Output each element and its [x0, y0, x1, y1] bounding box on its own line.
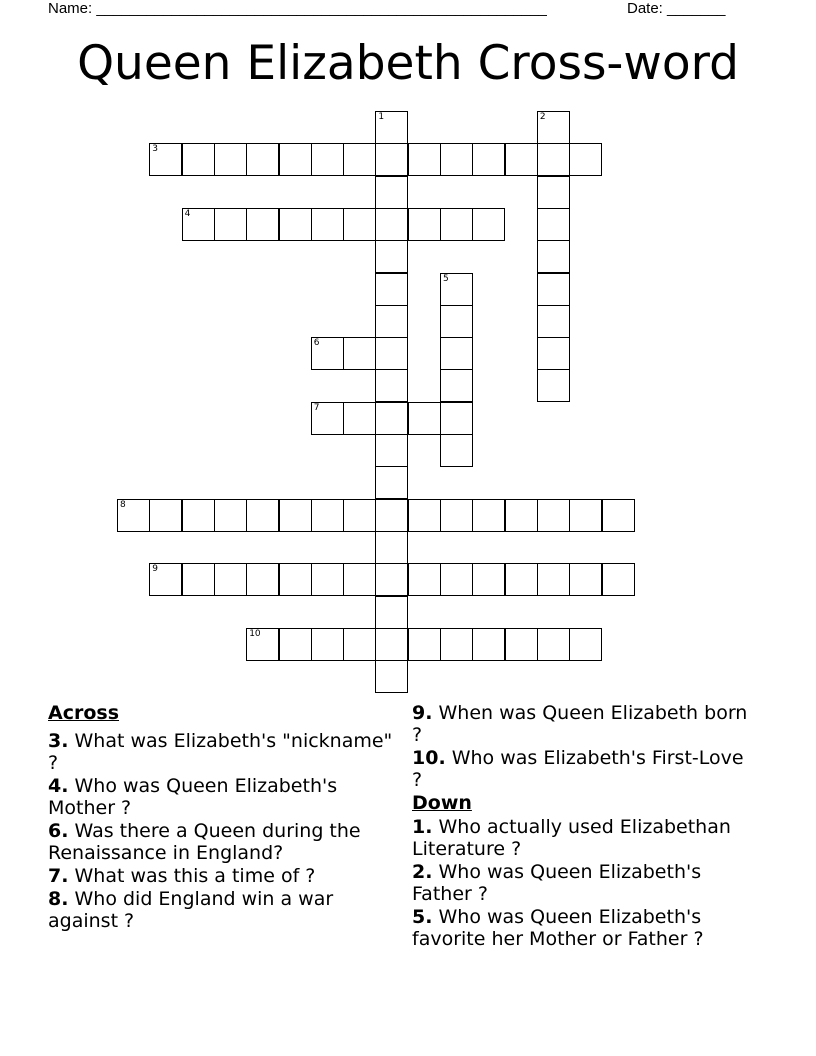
clue-number: 3. [48, 730, 69, 752]
crossword-cell[interactable] [343, 208, 376, 241]
crossword-cell[interactable] [375, 628, 408, 661]
clue-number-label: 5 [443, 273, 449, 284]
crossword-cell[interactable] [214, 563, 247, 596]
crossword-cell[interactable] [214, 208, 247, 241]
crossword-cell[interactable] [440, 563, 473, 596]
crossword-cell[interactable] [182, 563, 215, 596]
crossword-cell[interactable] [505, 499, 538, 532]
clues-left-column [48, 702, 393, 933]
crossword-cell[interactable] [149, 563, 182, 596]
clue-text: What was this a time of ? [74, 865, 316, 887]
crossword-cell[interactable] [311, 208, 344, 241]
crossword-cell[interactable] [537, 240, 570, 273]
clue-across-7 [48, 865, 393, 887]
crossword-cell[interactable] [537, 628, 570, 661]
crossword-cell[interactable] [375, 660, 408, 693]
crossword-cell[interactable] [569, 563, 602, 596]
crossword-cell[interactable] [440, 208, 473, 241]
crossword-cell[interactable] [408, 208, 441, 241]
clue-across-3 [48, 730, 393, 774]
clue-number: 8. [48, 888, 69, 910]
clue-across-4 [48, 775, 393, 819]
clue-number-label: 7 [313, 402, 320, 413]
crossword-cell[interactable] [311, 402, 344, 435]
crossword-cell[interactable] [343, 628, 376, 661]
across-heading: Across [48, 702, 120, 724]
crossword-cell[interactable] [375, 402, 408, 435]
clue-number: 9. [412, 702, 433, 724]
clue-text: Who actually used Elizabethan Literature ? [412, 816, 731, 860]
clue-text: Who was Queen Elizabeth's favorite her Mother or Father ? [412, 906, 704, 950]
crossword-cell[interactable] [279, 499, 312, 532]
crossword-cell[interactable] [311, 563, 344, 596]
clue-text: What was Elizabeth's "nickname" ? [48, 730, 393, 774]
crossword-cell[interactable] [440, 369, 473, 402]
crossword-cell[interactable] [375, 434, 408, 467]
crossword-cell[interactable] [246, 628, 279, 661]
crossword-cell[interactable] [537, 208, 570, 241]
crossword-cell[interactable] [343, 402, 376, 435]
clue-across-9 [412, 702, 752, 746]
crossword-cell[interactable] [375, 111, 408, 144]
crossword-cell[interactable] [505, 563, 538, 596]
crossword-cell[interactable] [537, 111, 570, 144]
crossword-cell[interactable] [440, 305, 473, 338]
crossword-cell[interactable] [343, 337, 376, 370]
clue-number: 4. [48, 775, 69, 797]
crossword-cell[interactable] [537, 273, 570, 306]
clue-number-label: 1 [378, 112, 385, 122]
crossword-cell[interactable] [408, 143, 441, 176]
clue-number: 2. [412, 861, 433, 883]
date-field[interactable]: Date: _______ [627, 0, 726, 17]
crossword-cell[interactable] [149, 499, 182, 532]
crossword-cell[interactable] [537, 499, 570, 532]
page-title: Queen Elizabeth Cross-word [77, 36, 739, 91]
crossword-cell[interactable] [311, 337, 344, 370]
crossword-cell[interactable] [246, 563, 279, 596]
crossword-cell[interactable] [408, 563, 441, 596]
clue-text: Who was Elizabeth's First-Love ? [412, 747, 744, 791]
crossword-cell[interactable] [569, 499, 602, 532]
crossword-cell[interactable] [537, 305, 570, 338]
clue-number: 1. [412, 816, 433, 838]
crossword-cell[interactable] [440, 402, 473, 435]
clue-number-label: 3 [152, 144, 159, 155]
clue-across-6 [48, 820, 393, 864]
crossword-cell[interactable] [279, 208, 312, 241]
crossword-cell[interactable] [375, 337, 408, 370]
crossword-cell[interactable] [375, 369, 408, 402]
clue-across-8 [48, 888, 393, 932]
crossword-cell[interactable] [440, 434, 473, 467]
crossword-cell[interactable] [246, 143, 279, 176]
crossword-cell[interactable] [537, 369, 570, 402]
crossword-cell[interactable] [408, 499, 441, 532]
clue-number-label: 4 [184, 208, 191, 219]
crossword-cell[interactable] [343, 563, 376, 596]
clue-text: Was there a Queen during the Renaissance in England? [48, 820, 361, 864]
name-field[interactable]: Name: ______________________________________________________ [48, 0, 547, 17]
clue-number: 6. [48, 820, 69, 842]
crossword-cell[interactable] [505, 143, 538, 176]
crossword-cell[interactable] [537, 143, 570, 176]
crossword-cell[interactable] [472, 208, 505, 241]
clue-number-label: 8 [120, 499, 126, 510]
crossword-cell[interactable] [408, 402, 441, 435]
crossword-cell[interactable] [375, 240, 408, 273]
crossword-cell[interactable] [149, 143, 182, 176]
crossword-cell[interactable] [440, 337, 473, 370]
crossword-cell[interactable] [569, 143, 602, 176]
crossword-cell[interactable] [472, 143, 505, 176]
crossword-cell[interactable] [246, 208, 279, 241]
crossword-cell[interactable] [569, 628, 602, 661]
crossword-cell[interactable] [279, 563, 312, 596]
crossword-cell[interactable] [182, 499, 215, 532]
crossword-cell[interactable] [440, 628, 473, 661]
crossword-cell[interactable] [537, 176, 570, 209]
crossword-cell[interactable] [440, 499, 473, 532]
clue-number-label: 6 [313, 338, 320, 349]
clue-text: Who was Queen Elizabeth's Mother ? [48, 775, 338, 819]
clues-right-column [412, 702, 752, 951]
crossword-cell[interactable] [182, 143, 215, 176]
clue-number-label: 10 [249, 628, 261, 639]
crossword-cell[interactable] [279, 143, 312, 176]
crossword-cell[interactable] [311, 499, 344, 532]
crossword-cell[interactable] [182, 208, 215, 241]
crossword-cell[interactable] [537, 337, 570, 370]
crossword-cell[interactable] [537, 563, 570, 596]
clue-down-1 [412, 816, 752, 860]
crossword-cell[interactable] [246, 499, 279, 532]
crossword-cell[interactable] [375, 273, 408, 306]
crossword-cell[interactable] [343, 499, 376, 532]
clue-text: When was Queen Elizabeth born ? [412, 702, 748, 746]
crossword-cell[interactable] [311, 628, 344, 661]
crossword-cell[interactable] [602, 563, 635, 596]
clue-across-10 [412, 747, 752, 791]
clue-number-label: 9 [152, 564, 159, 575]
crossword-cell[interactable] [375, 143, 408, 176]
crossword-cell[interactable] [375, 305, 408, 338]
clue-number: 5. [412, 906, 433, 928]
crossword-cell[interactable] [375, 208, 408, 241]
crossword-cell[interactable] [472, 628, 505, 661]
crossword-cell[interactable] [311, 143, 344, 176]
crossword-cell[interactable] [472, 563, 505, 596]
crossword-cell[interactable] [440, 273, 473, 306]
crossword-cell[interactable] [343, 143, 376, 176]
clue-number: 10. [412, 747, 446, 769]
crossword-cell[interactable] [214, 499, 247, 532]
crossword-cell[interactable] [472, 499, 505, 532]
crossword-cell[interactable] [375, 499, 408, 532]
clue-number-label: 2 [539, 112, 546, 122]
crossword-cell[interactable] [375, 563, 408, 596]
crossword-cell[interactable] [375, 531, 408, 564]
crossword-cell[interactable] [214, 143, 247, 176]
down-heading: Down [412, 792, 472, 814]
clue-text: Who did England win a war against ? [48, 888, 334, 932]
crossword-cell[interactable] [117, 499, 150, 532]
crossword-cell[interactable] [279, 628, 312, 661]
clue-down-5 [412, 906, 752, 950]
crossword-cell[interactable] [408, 628, 441, 661]
crossword-cell[interactable] [602, 499, 635, 532]
crossword-cell[interactable] [375, 466, 408, 499]
crossword-cell[interactable] [440, 143, 473, 176]
clue-down-2 [412, 861, 752, 905]
crossword-cell[interactable] [375, 176, 408, 209]
clue-number: 7. [48, 865, 69, 887]
crossword-cell[interactable] [505, 628, 538, 661]
crossword-cell[interactable] [375, 596, 408, 629]
clue-text: Who was Queen Elizabeth's Father ? [412, 861, 702, 905]
